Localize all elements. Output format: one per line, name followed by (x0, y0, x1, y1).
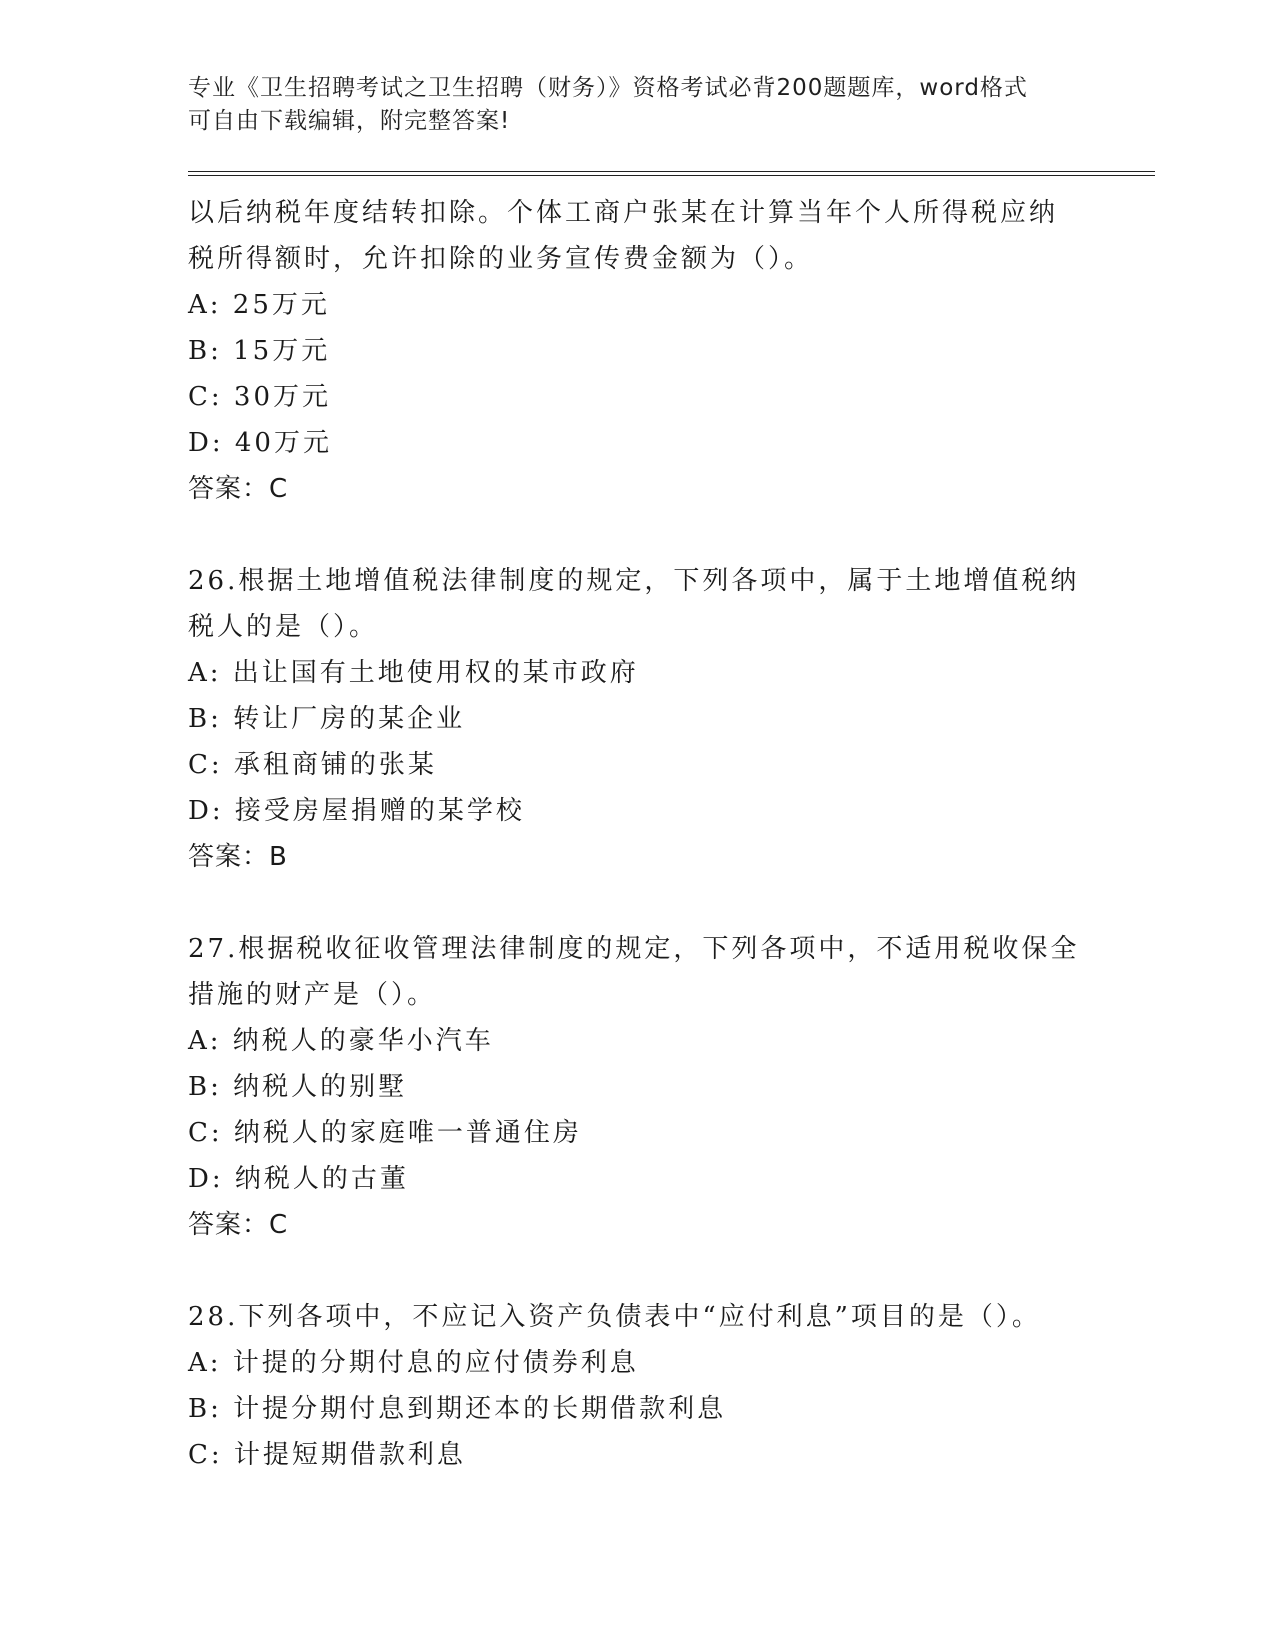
option-a: A: 出让国有土地使用权的某市政府 (188, 658, 639, 688)
option-d: D: 接受房屋捐赠的某学校 (188, 796, 525, 826)
answer-text: 答案：C (188, 474, 289, 504)
spacer (188, 880, 1088, 926)
option-c: C: 30万元 (188, 382, 332, 412)
spacer (188, 1248, 1088, 1294)
option-a: A: 纳税人的豪华小汽车 (188, 1026, 494, 1056)
option-b: B: 计提分期付息到期还本的长期借款利息 (188, 1394, 727, 1424)
header-line-2: 可自由下载编辑，附完整答案! (188, 108, 511, 134)
question-block-26 (188, 558, 1088, 880)
document-header (188, 72, 1088, 138)
answer-text: 答案：C (188, 1210, 289, 1240)
spacer (188, 512, 1088, 558)
question-content (188, 190, 1088, 1478)
question-text: 以后纳税年度结转扣除。个体工商户张某在计算当年个人所得税应纳 (188, 198, 1059, 228)
question-block-27 (188, 926, 1088, 1248)
question-text: 税人的是（）。 (188, 612, 379, 642)
option-c: C: 承租商铺的张某 (188, 750, 437, 780)
question-text: 26.根据土地增值税法律制度的规定，下列各项中，属于土地增值税纳 (188, 566, 1080, 596)
question-text: 27.根据税收征收管理法律制度的规定，下列各项中，不适用税收保全 (188, 934, 1080, 964)
question-text: 28.下列各项中，不应记入资产负债表中“应付利息”项目的是（）。 (188, 1302, 1041, 1332)
header-divider-bottom (188, 175, 1155, 176)
header-divider-top (188, 171, 1155, 172)
option-c: C: 纳税人的家庭唯一普通住房 (188, 1118, 582, 1148)
option-a: A: 25万元 (188, 290, 330, 320)
question-block-28 (188, 1294, 1088, 1478)
option-b: B: 转让厂房的某企业 (188, 704, 466, 734)
option-a: A: 计提的分期付息的应付债券利息 (188, 1348, 639, 1378)
option-d: D: 纳税人的古董 (188, 1164, 409, 1194)
question-text: 税所得额时，允许扣除的业务宣传费金额为（）。 (188, 244, 814, 274)
answer-text: 答案：B (188, 842, 288, 872)
question-text: 措施的财产是（）。 (188, 980, 437, 1010)
option-d: D: 40万元 (188, 428, 332, 458)
option-c: C: 计提短期借款利息 (188, 1440, 466, 1470)
question-block-25 (188, 190, 1088, 512)
header-line-1: 专业《卫生招聘考试之卫生招聘（财务）》资格考试必背200题题库，word格式 (188, 75, 1028, 101)
option-b: B: 15万元 (188, 336, 331, 366)
option-b: B: 纳税人的别墅 (188, 1072, 408, 1102)
